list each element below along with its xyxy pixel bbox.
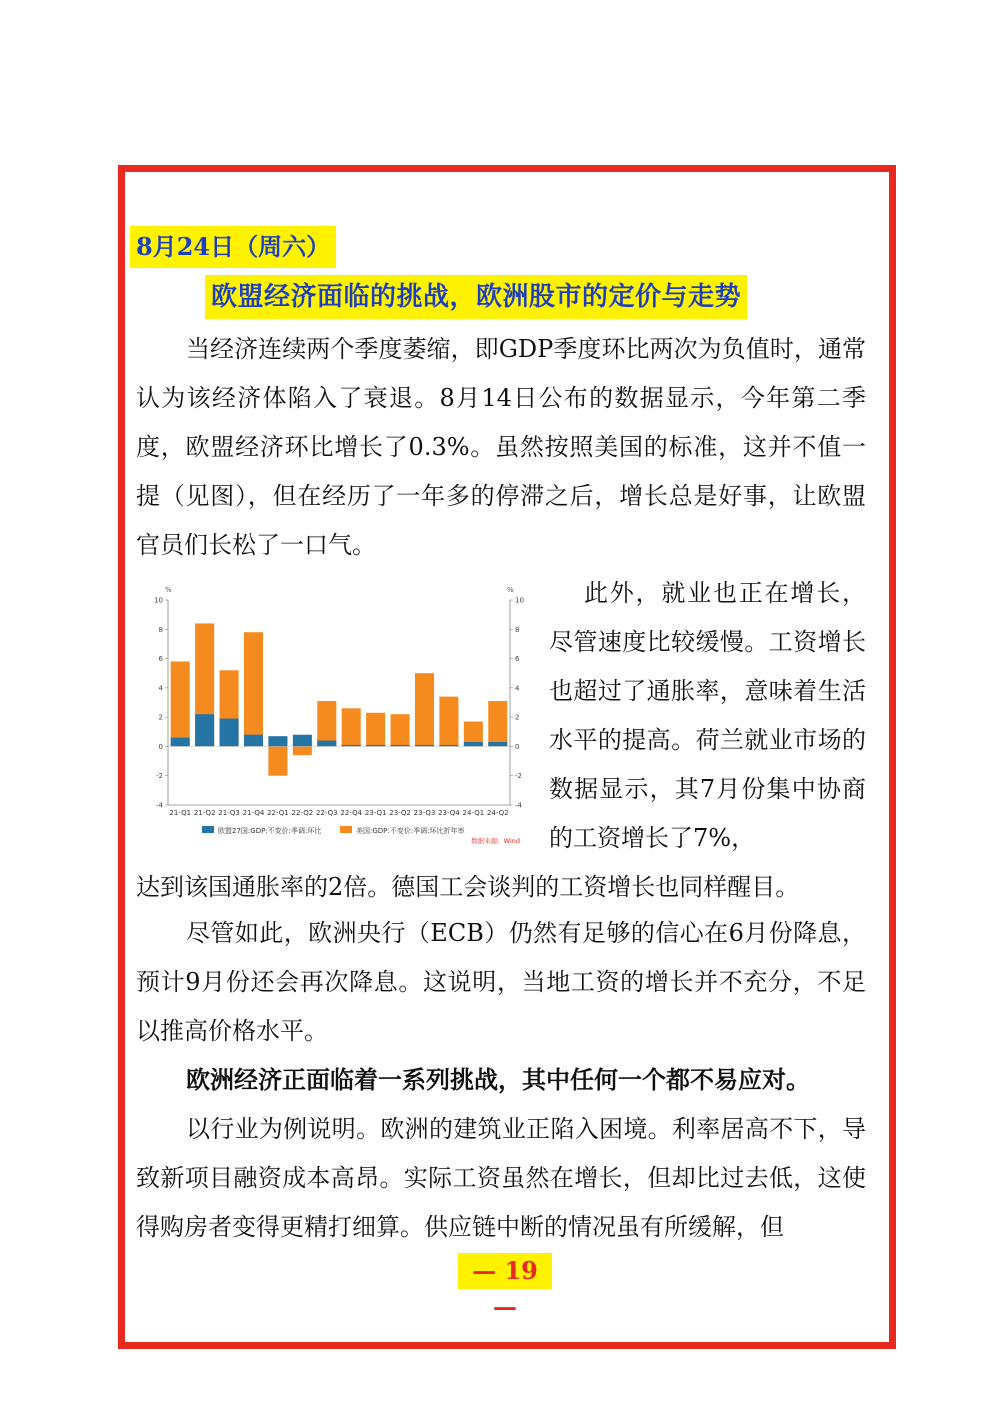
bar-us	[439, 697, 458, 747]
x-tick-label: 23-Q2	[389, 809, 411, 817]
bar-eu	[488, 742, 507, 746]
left-tick-label: 4	[158, 684, 163, 693]
bar-eu	[195, 714, 214, 746]
paragraph-employment: 此外，就业也正在增长，尽管速度比较缓慢。工资增长也超过了通胀率，意味着生活水平的提高。荷兰就业市场的数据显示，其7月份集中协商的工资增长了7%，	[549, 579, 866, 852]
x-tick-label: 22-Q3	[315, 809, 338, 817]
x-tick-label: 21-Q2	[193, 809, 216, 817]
x-tick-label: 23-Q1	[364, 809, 387, 817]
bar-us	[366, 713, 385, 747]
paragraph-construction: 以行业为例说明。欧洲的建筑业正陷入困境。利率居高不下，导致新项目融资成本高昂。实际工资虽然在增长，但却比过去低，这使得购房者变得更精打细算。供应链中断的情况虽有所缓解，但	[136, 1115, 866, 1241]
right-tick-label: 10	[515, 596, 524, 605]
x-tick-label: 23-Q4	[438, 809, 460, 817]
bar-us	[293, 746, 312, 755]
right-tick-label: 4	[515, 684, 520, 693]
x-tick-label: 21-Q4	[242, 809, 265, 817]
bar-eu	[268, 736, 287, 746]
date-badge: 8月24日（周六）	[130, 226, 336, 268]
x-tick-label: 24-Q1	[462, 809, 485, 817]
bar-eu	[244, 735, 263, 747]
gdp-chart-svg	[140, 580, 532, 850]
right-tick-label: 8	[515, 625, 520, 634]
chart-source: 数据来源：Wind	[471, 837, 520, 845]
left-tick-label: 0	[158, 742, 163, 751]
paragraph-employment-continued: 达到该国通胀率的2倍。德国工会谈判的工资增长也同样醒目。	[136, 873, 800, 901]
left-tick-label: -2	[156, 772, 163, 781]
paragraph-recession-definition: 当经济连续两个季度萎缩，即GDP季度环比两次为负值时，通常认为该经济体陷入了衰退。8月14日公布的数据显示，今年第二季度，欧盟经济环比增长了0.3%。虽然按照美国的标准，这并不值一提（见图），但在经历了一年多的停滞之后，增长总是好事，让欧盟官员们长松了一口气。	[136, 335, 866, 559]
bar-us	[171, 662, 190, 747]
bar-eu	[464, 742, 483, 746]
bar-us	[268, 746, 287, 775]
left-axis-unit: %	[165, 586, 172, 594]
left-tick-label: -4	[156, 801, 163, 810]
legend-swatch-eu	[202, 826, 214, 833]
bar-us	[317, 701, 336, 746]
right-tick-label: -4	[515, 801, 522, 810]
x-tick-label: 23-Q3	[413, 809, 436, 817]
left-tick-label: 8	[158, 625, 163, 634]
bar-eu	[220, 719, 239, 747]
x-tick-label: 21-Q3	[218, 809, 240, 817]
bar-us	[244, 632, 263, 746]
left-tick-label: 2	[158, 713, 163, 722]
right-tick-label: -2	[515, 772, 522, 781]
x-tick-label: 22-Q2	[291, 809, 314, 817]
legend-swatch-us	[340, 826, 352, 833]
right-axis-unit: %	[507, 586, 514, 594]
paragraph-challenges: 欧洲经济正面临着一系列挑战，其中任何一个都不易应对。	[186, 1065, 810, 1094]
article-title: 欧盟经济面临的挑战，欧洲股市的定价与走势	[205, 275, 747, 319]
bar-eu	[171, 738, 190, 747]
legend-label-us: 美国:GDP:不变价:季调:环比折年率	[356, 827, 465, 835]
x-tick-label: 22-Q4	[340, 809, 363, 817]
x-tick-label: 21-Q1	[169, 809, 192, 817]
bar-us	[342, 708, 361, 746]
right-tick-label: 2	[515, 713, 520, 722]
right-tick-label: 6	[515, 655, 520, 664]
x-tick-label: 22-Q1	[267, 809, 289, 817]
gdp-chart	[140, 580, 532, 850]
bar-eu	[317, 741, 336, 747]
bar-us	[488, 701, 507, 746]
bar-us	[415, 673, 434, 746]
bar-eu	[293, 735, 312, 747]
left-tick-label: 6	[158, 655, 163, 664]
bar-us	[391, 714, 410, 746]
page-number: — 19 —	[458, 1253, 552, 1289]
right-tick-label: 0	[515, 742, 520, 751]
x-tick-label: 24-Q2	[486, 809, 509, 817]
paragraph-ecb: 尽管如此，欧洲央行（ECB）仍然有足够的信心在6月份降息，预计9月份还会再次降息。这说明，当地工资的增长并不充分，不足以推高价格水平。	[136, 919, 866, 1045]
left-tick-label: 10	[154, 596, 163, 605]
legend-label-eu: 欧盟27国:GDP:不变价:季调:环比	[218, 827, 322, 835]
